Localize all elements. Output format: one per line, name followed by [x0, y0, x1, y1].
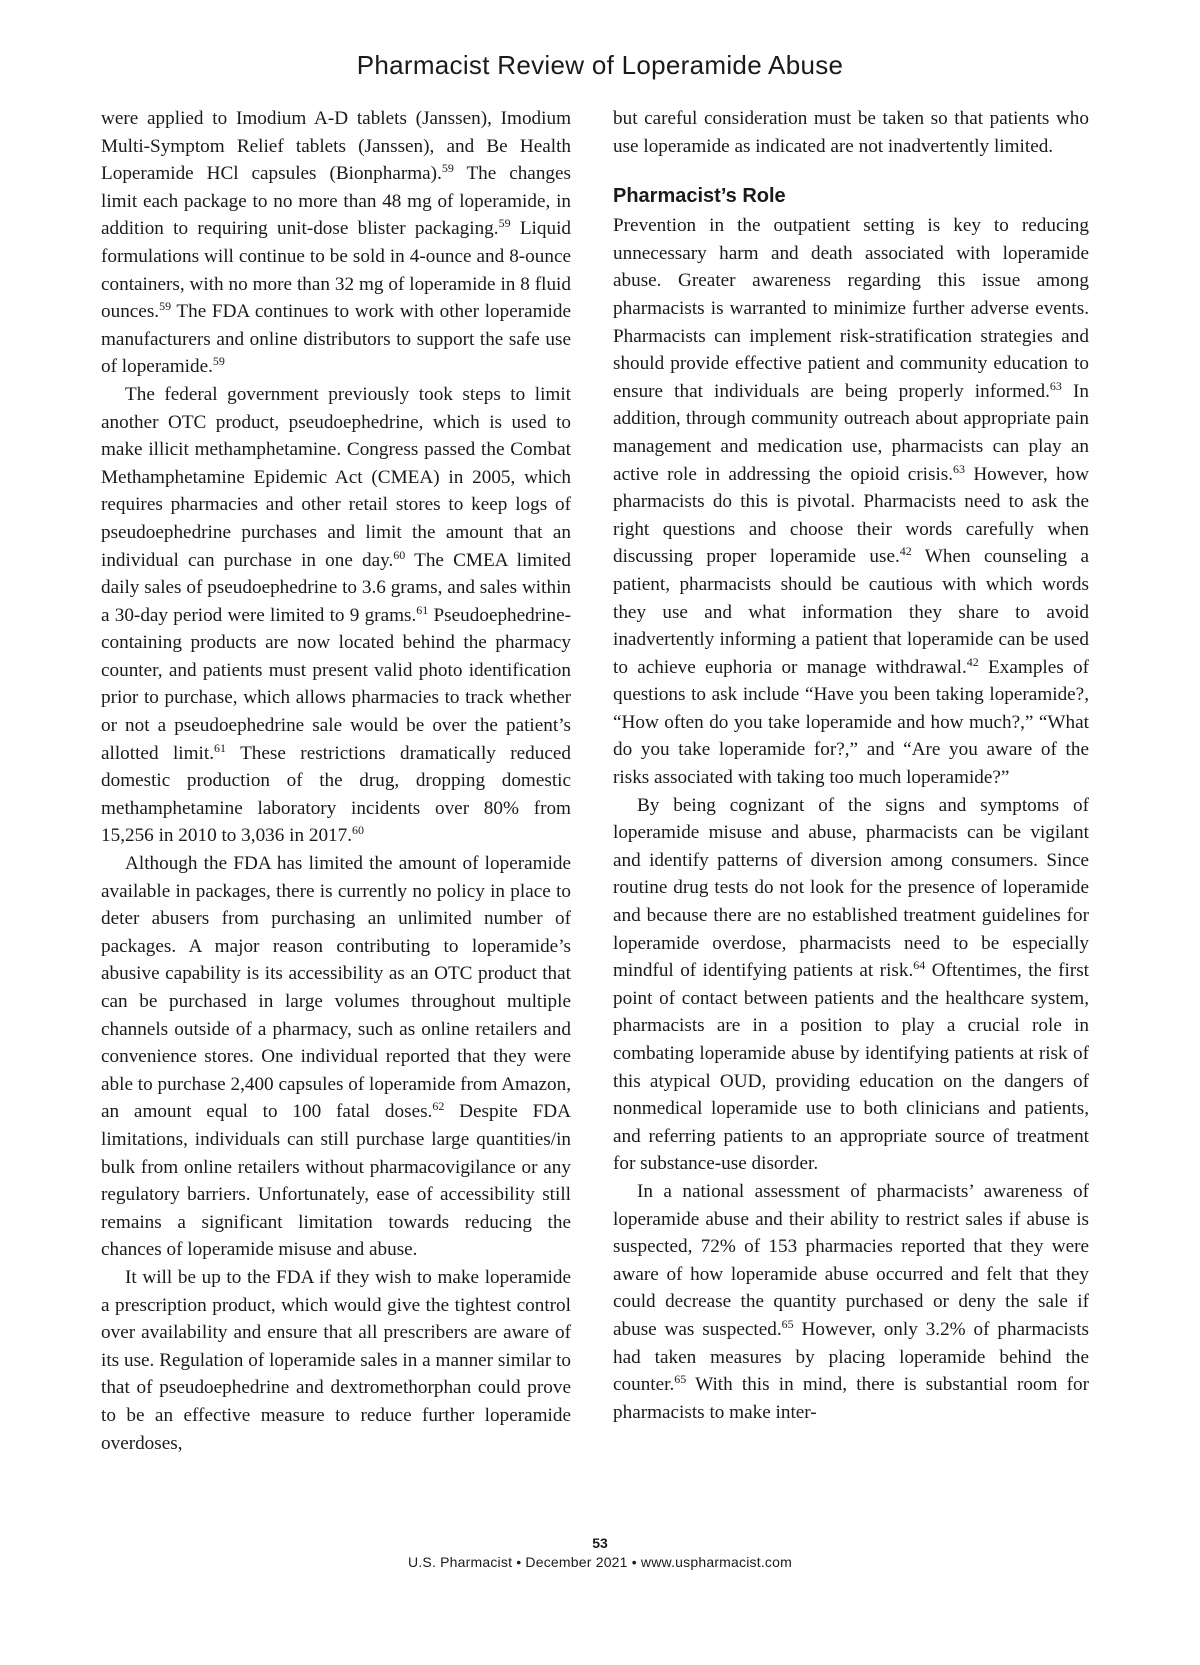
citation-ref: 60 — [352, 823, 365, 838]
text-run: but careful consideration must be taken so that patients who use loperamide as indicated are not inadvertently limited. — [613, 108, 1089, 157]
citation-ref: 59 — [498, 216, 511, 231]
citation-ref: 63 — [1049, 378, 1062, 393]
text-run: By being cognizant of the signs and symptoms of loperamide misuse and abuse, pharmacists can be vigilant and identify patterns of diversion among consumers. Since routine drug tests do not look for the presence of loperamide and because there are no established treatment guidelines for loperamide overdose, pharmacists need to be especially mindful of identifying patients at risk. — [613, 794, 1089, 982]
page-number: 53 — [592, 1535, 608, 1551]
text-run: When counseling a patient, pharmacists should be cautious with which words they use and what information they share to avoid inadvertently informing a patient that loperamide can be used to achieve euphoria or manage withdrawal. — [613, 546, 1089, 678]
text-run: With this in mind, there is substantial room for pharmacists to make inter- — [613, 1374, 1089, 1423]
citation-ref: 59 — [159, 299, 172, 314]
right-column — [613, 105, 1089, 1426]
citation-ref: 62 — [432, 1099, 445, 1114]
text-run: However, how pharmacists do this is pivotal. Pharmacists need to ask the right questions and choose their words carefully when discussing proper loperamide use. — [613, 463, 1089, 568]
paragraph — [101, 381, 571, 850]
citation-ref: 65 — [781, 1316, 794, 1331]
paragraph — [101, 1264, 571, 1457]
left-column — [101, 105, 571, 1457]
citation-ref: 42 — [899, 544, 912, 559]
citation-ref: 63 — [953, 461, 966, 476]
text-run: These restrictions dramatically reduced domestic production of the drug, dropping domestic methamphetamine laboratory incidents over 80% from 15,256 in 2010 to 3,036 in 2017. — [101, 742, 572, 847]
paragraph — [613, 1178, 1089, 1426]
text-run: The changes limit each package to no more than 48 mg of loperamide, in addition to requiring unit-dose blister packaging. — [101, 163, 571, 240]
paragraph — [613, 212, 1089, 791]
text-run: were applied to Imodium A-D tablets (Janssen), Imodium Multi-Symptom Relief tablets (Janssen), and Be Health Loperamide HCl capsules (Bionpharma). — [101, 108, 571, 185]
citation-ref: 59 — [212, 354, 225, 369]
text-run: Although the FDA has limited the amount of loperamide available in packages, there is currently no policy in place to deter abusers from purchasing an unlimited number of packages. A major reason contributing to loperamide’s abusive capability is its accessibility as an OTC product that can be purchased in large volumes throughout multiple channels outside of a pharmacy, such as online retailers and convenience stores. One individual reported that they were able to purchase 2,400 capsules of loperamide from Amazon, an amount equal to 100 fatal doses. — [101, 853, 571, 1123]
publication-footer: U.S. Pharmacist • December 2021 • www.uspharmacist.com — [408, 1554, 792, 1570]
text-run: Liquid formulations will continue to be sold in 4-ounce and 8-ounce containers, with no more than 32 mg of loperamide in 8 fluid ounces. — [101, 218, 572, 323]
text-run: The federal government previously took steps to limit another OTC product, pseudoephedrine, which is used to make illicit methamphetamine. Congress passed the Combat Methamphetamine Epidemic Act (CMEA) in 2005, which requires pharmacies and other retail stores to keep logs of pseudoephedrine purchases and limit the amount that an individual can purchase in one day. — [101, 383, 571, 571]
citation-ref: 42 — [966, 654, 979, 669]
section-heading: Pharmacist’s Role — [613, 185, 786, 208]
text-run: Despite FDA limitations, individuals can still purchase large quantities/in bulk from online retailers without pharmacovigilance or any regulatory barriers. Unfortunately, ease of accessibility still remains a significant limitation towards reducing the chances of loperamide misuse and abuse. — [101, 1101, 571, 1261]
citation-ref: 64 — [913, 958, 926, 973]
text-run: Oftentimes, the first point of contact between patients and the healthcare system, pharmacists are in a position to play a crucial role in combating loperamide abuse by identifying patients at risk of this atypical OUD, providing education on the dangers of nonmedical loperamide use to both clinicians and patients, and referring patients to an appropriate source of treatment for substance-use disorder. — [613, 960, 1089, 1175]
text-run: However, only 3.2% of pharmacists had taken measures by placing loperamide behind the counter. — [613, 1318, 1089, 1396]
text-run: In a national assessment of pharmacists’ awareness of loperamide abuse and their ability to restrict sales if abuse is suspected, 72% of 153 pharmacies reported that they were aware of how loperamide abuse occurred and felt that they could decrease the quantity purchased or deny the sale if abuse was suspected. — [613, 1180, 1089, 1340]
running-head-title: Pharmacist Review of Loperamide Abuse — [356, 50, 844, 80]
paragraph — [101, 105, 571, 381]
citation-ref: 60 — [393, 547, 406, 562]
text-run: Pseudoephedrine-containing products are now located behind the pharmacy counter, and patients must present valid photo identification prior to purchase, which allows pharmacies to track whether or not a pseudoephedrine sale would be over the patient’s allotted limit. — [101, 604, 571, 764]
paragraph — [613, 105, 1089, 160]
citation-ref: 61 — [416, 602, 429, 617]
citation-ref: 59 — [441, 161, 454, 176]
text-run: In addition, through community outreach about appropriate pain management and medication use, pharmacists can play an active role in addressing the opioid crisis. — [613, 380, 1090, 485]
text-run: The FDA continues to work with other loperamide manufacturers and online distributors to support the safe use of loperamide. — [101, 301, 571, 378]
text-run: The CMEA limited daily sales of pseudoephedrine to 3.6 grams, and sales within a 30-day period were limited to 9 grams. — [101, 549, 571, 626]
paragraph — [101, 850, 571, 1264]
paragraph — [613, 792, 1089, 1178]
text-run: It will be up to the FDA if they wish to make loperamide a prescription product, which would give the tightest control over availability and ensure that all prescribers are aware of its use. Regulation of loperamide sales in a manner similar to that of pseudoephedrine and dextromethorphan could prove to be an effective measure to reduce further loperamide overdoses, — [101, 1266, 571, 1454]
text-run: Prevention in the outpatient setting is key to reducing unnecessary harm and death associated with loperamide abuse. Greater awareness regarding this issue among pharmacists is warranted to minimize further adverse events. Pharmacists can implement risk-stratification strategies and should provide effective patient and community education to ensure that individuals are being properly informed. — [613, 215, 1089, 402]
text-run: Examples of questions to ask include “Have you been taking loperamide?, “How often do you take loperamide and how much?,” “What do you take loperamide for?,” and “Are you aware of the risks associated with taking too much loperamide?” — [613, 656, 1089, 789]
citation-ref: 61 — [214, 740, 227, 755]
citation-ref: 65 — [674, 1372, 687, 1387]
